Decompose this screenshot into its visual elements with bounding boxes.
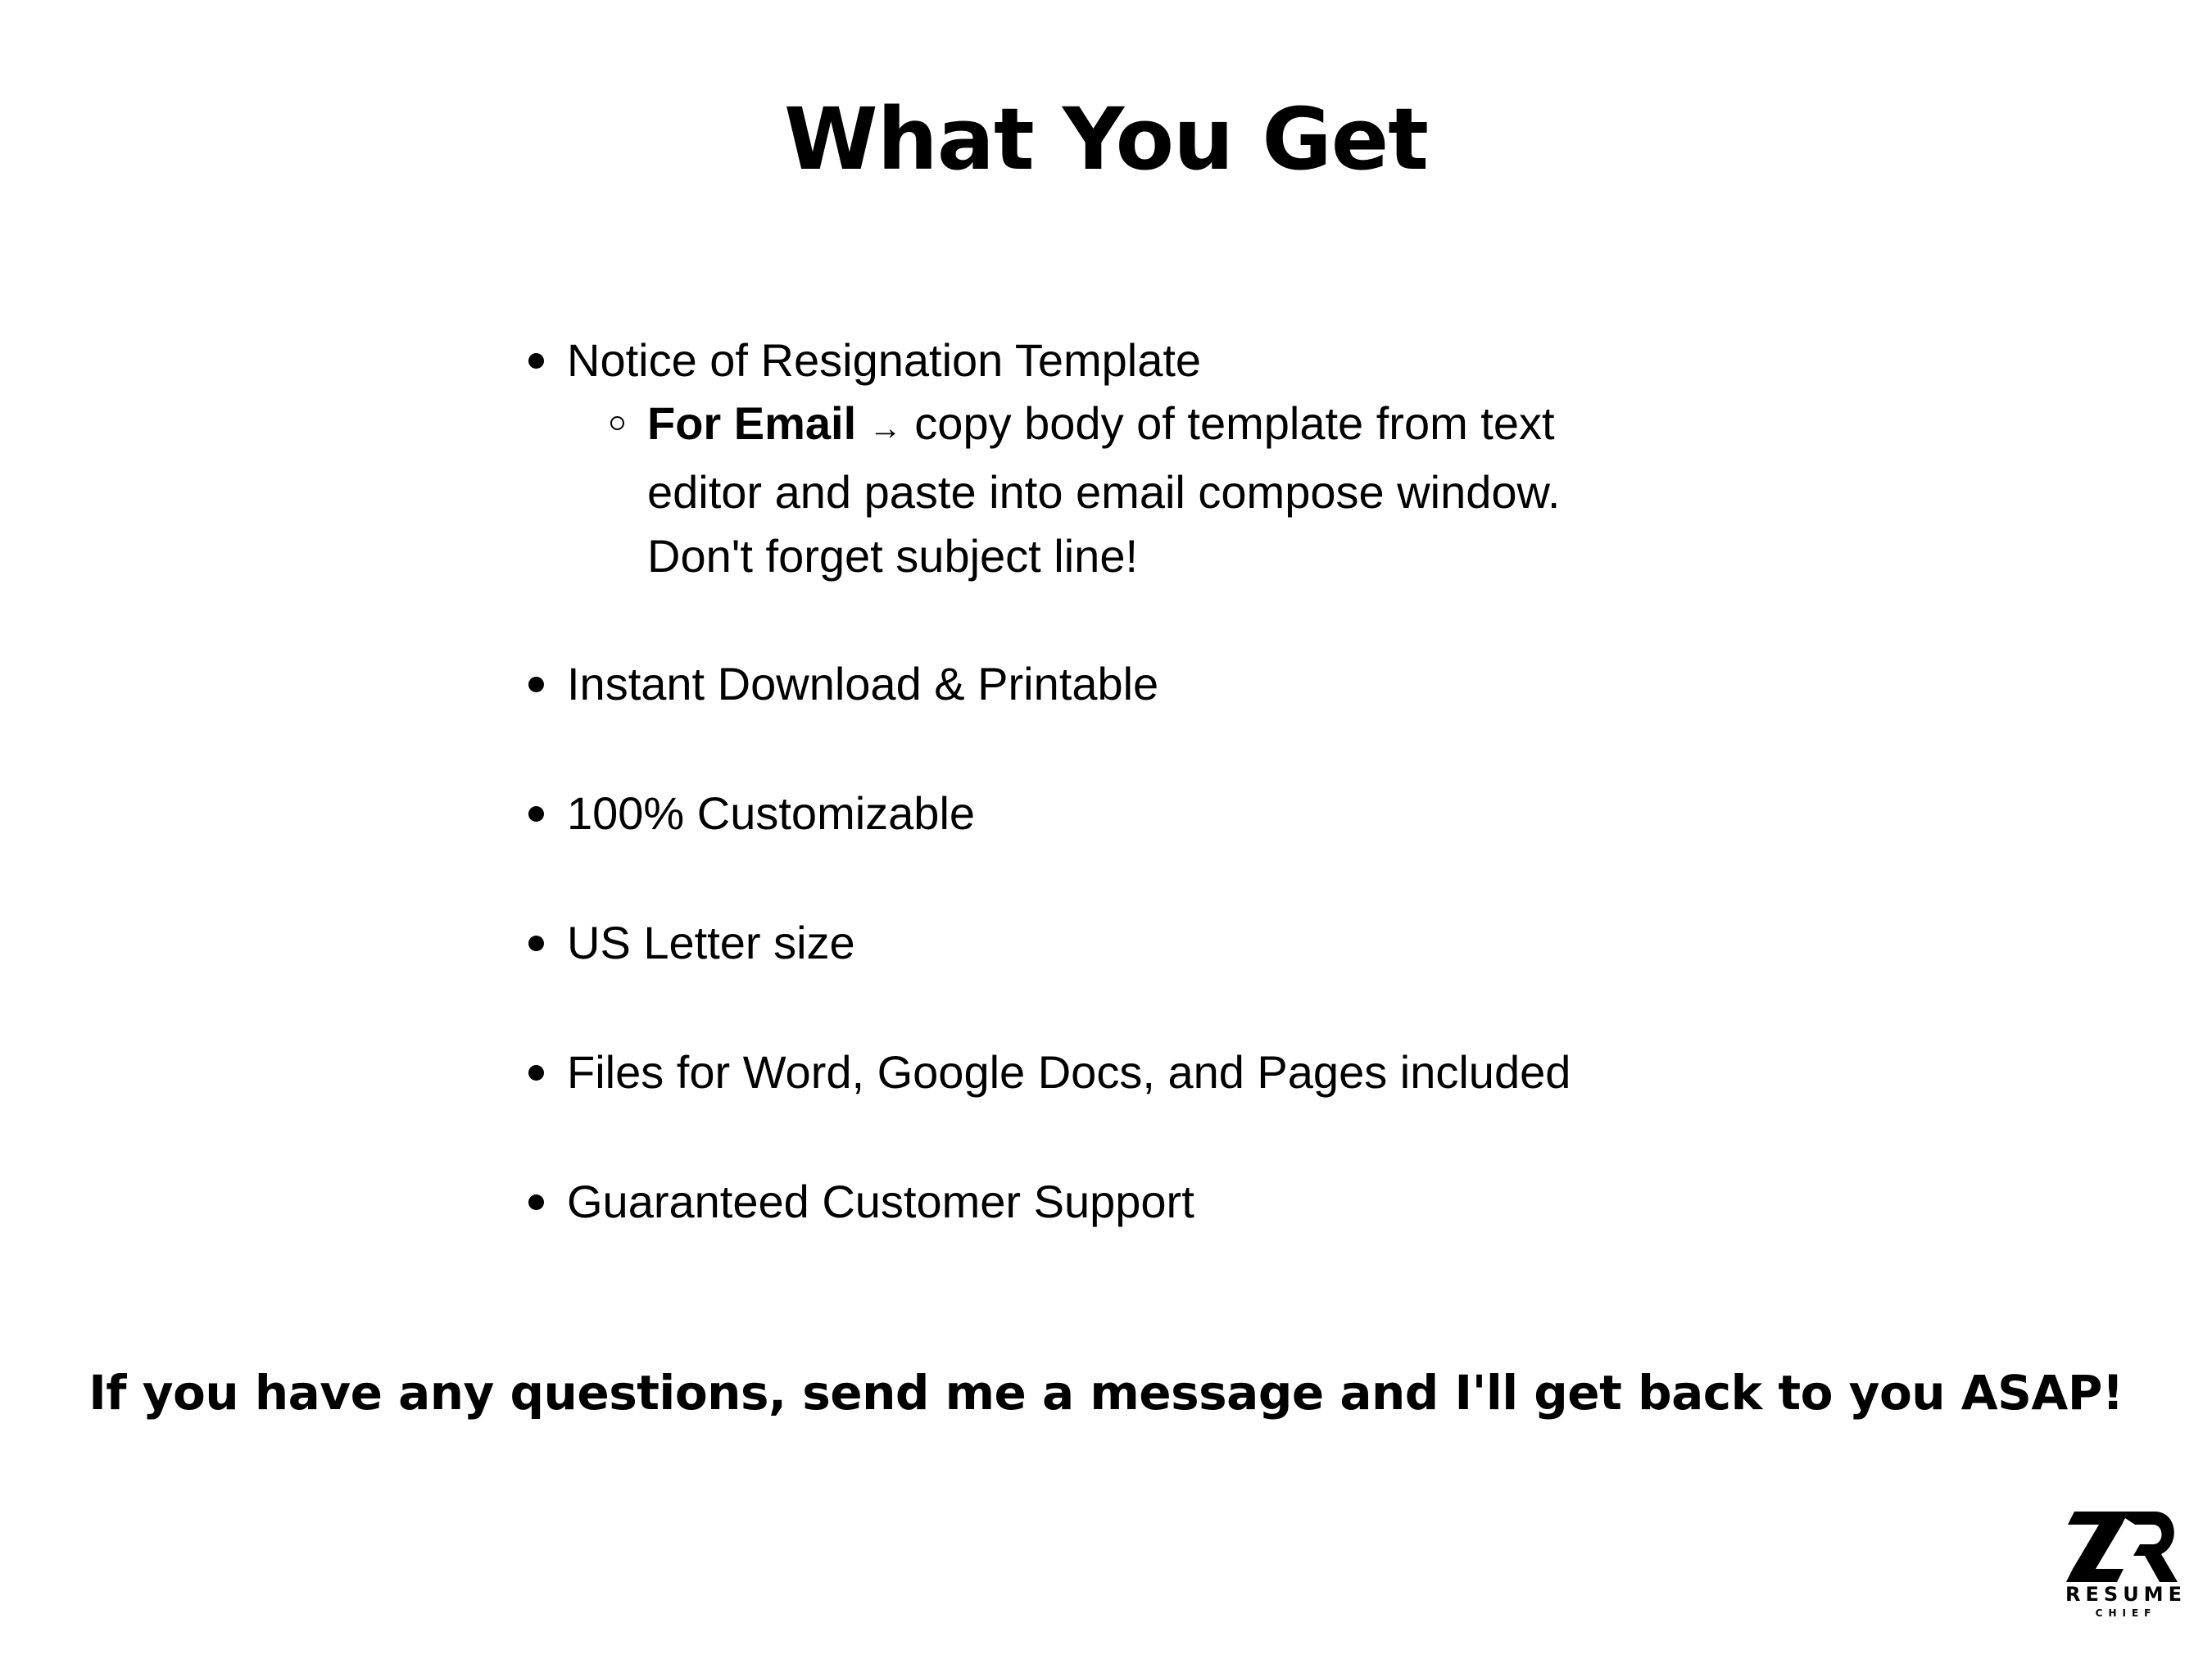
page-title: What You Get xyxy=(784,89,1428,189)
sub-item-emphasis: For Email xyxy=(647,397,857,449)
feature-item-customizable: 100% Customizable xyxy=(567,787,976,839)
feature-subitem-email xyxy=(647,392,1737,588)
bullet-icon xyxy=(528,936,544,951)
bullet-icon xyxy=(528,353,544,369)
bullet-icon xyxy=(528,677,544,692)
bullet-icon xyxy=(528,1065,544,1081)
feature-item-letter-size: US Letter size xyxy=(567,917,855,968)
sub-item-line-1: copy body of template from text xyxy=(914,397,1555,449)
arrow-icon: → xyxy=(868,410,902,446)
feature-item-files: Files for Word, Google Docs, and Pages included xyxy=(567,1046,1571,1098)
feature-item-download: Instant Download & Printable xyxy=(567,658,1159,709)
bullet-icon xyxy=(528,806,544,822)
bullet-icon xyxy=(528,1194,544,1210)
logo-wordmark: RESUME xyxy=(2065,1583,2187,1606)
feature-item-template: Notice of Resignation Template xyxy=(567,334,1202,386)
feature-item-support: Guaranteed Customer Support xyxy=(567,1176,1194,1227)
sub-bullet-icon xyxy=(610,416,624,430)
sub-item-line-3: Don't forget subject line! xyxy=(647,530,1139,582)
logo-sub-wordmark: CHIEF xyxy=(2095,1607,2157,1619)
sub-item-line-2: editor and paste into email compose window. xyxy=(647,466,1561,518)
footer-message: If you have any questions, send me a message and I'll get back to you ASAP! xyxy=(88,1365,2124,1421)
